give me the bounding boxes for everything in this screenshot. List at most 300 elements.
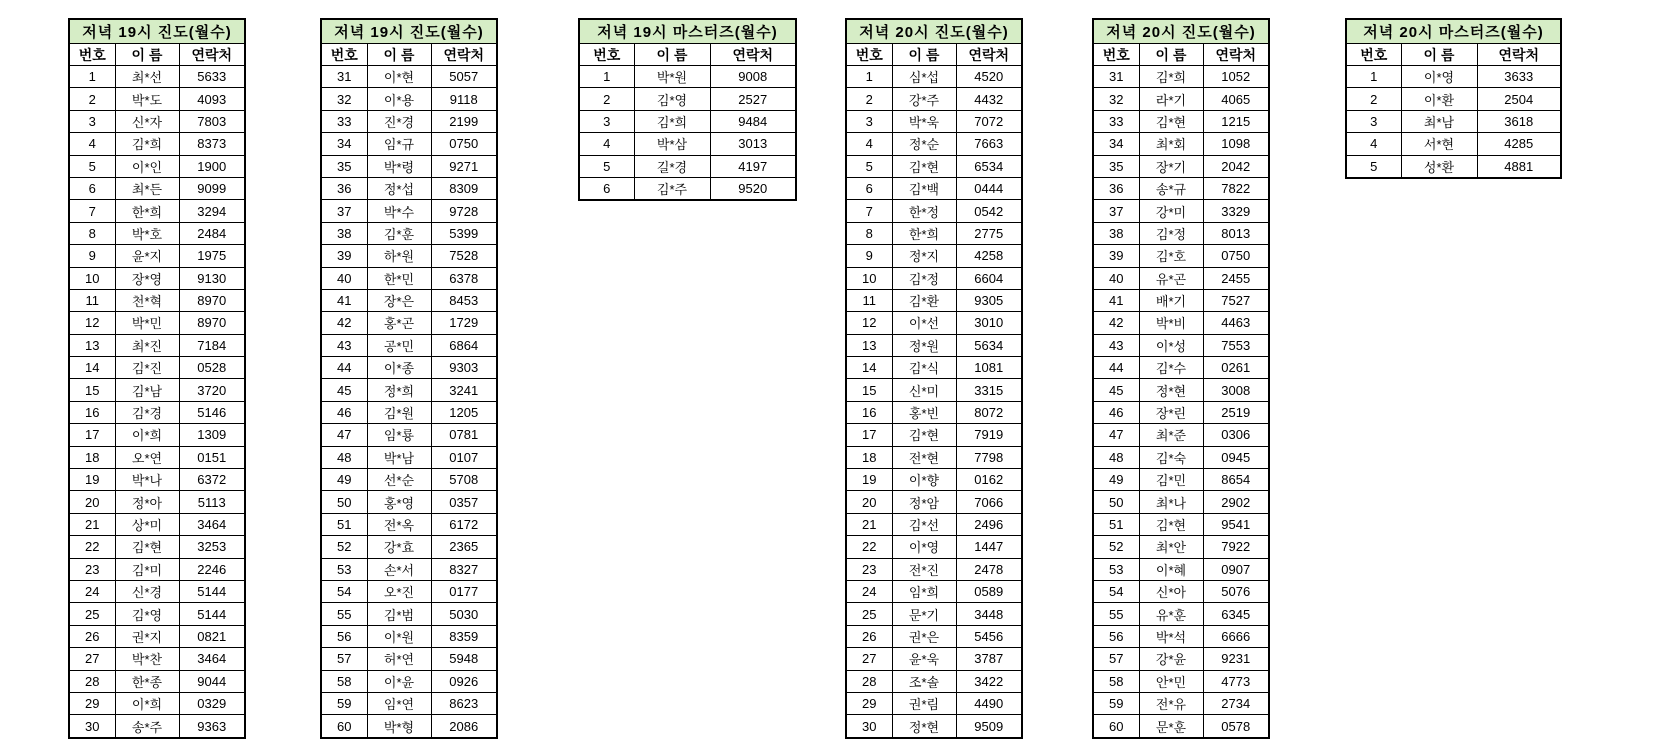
name-cell: 장*린 <box>1139 401 1203 423</box>
row-number-cell: 5 <box>69 155 115 177</box>
contact-cell: 7184 <box>179 334 245 356</box>
table-row <box>321 155 497 177</box>
name-cell: 강*미 <box>1139 200 1203 222</box>
table-row <box>1093 715 1269 738</box>
row-number-cell: 58 <box>321 670 367 692</box>
contact-cell: 0578 <box>1203 715 1269 738</box>
table-row <box>69 177 245 199</box>
contact-cell: 2527 <box>710 88 796 110</box>
contact-cell: 2246 <box>179 558 245 580</box>
table-row <box>1093 491 1269 513</box>
row-number-cell: 53 <box>1093 558 1139 580</box>
table-row <box>846 88 1022 110</box>
contact-cell: 1205 <box>431 401 497 423</box>
contact-cell: 3010 <box>956 312 1022 334</box>
name-cell: 정*현 <box>1139 379 1203 401</box>
contact-cell: 2496 <box>956 513 1022 535</box>
table-row <box>69 267 245 289</box>
contact-cell: 6345 <box>1203 603 1269 625</box>
name-cell: 박*찬 <box>115 648 179 670</box>
row-number-cell: 33 <box>1093 110 1139 132</box>
table-row <box>1346 133 1561 155</box>
row-number-cell: 24 <box>69 580 115 602</box>
contact-cell: 2775 <box>956 222 1022 244</box>
contact-cell: 0926 <box>431 670 497 692</box>
table-row <box>69 491 245 513</box>
contact-cell: 0151 <box>179 446 245 468</box>
name-cell: 이*용 <box>367 88 431 110</box>
contact-cell: 5948 <box>431 648 497 670</box>
row-number-cell: 10 <box>69 267 115 289</box>
name-cell: 김*남 <box>115 379 179 401</box>
table-row <box>69 513 245 535</box>
row-number-cell: 22 <box>846 536 892 558</box>
name-cell: 이*희 <box>115 424 179 446</box>
contact-cell: 0528 <box>179 357 245 379</box>
contact-cell: 5399 <box>431 222 497 244</box>
row-number-cell: 40 <box>1093 267 1139 289</box>
table-row <box>69 446 245 468</box>
row-number-cell: 37 <box>1093 200 1139 222</box>
row-number-cell: 27 <box>69 648 115 670</box>
row-number-cell: 16 <box>846 401 892 423</box>
table-row <box>1093 513 1269 535</box>
row-number-cell: 43 <box>321 334 367 356</box>
table-title: 저녁 19시 마스터즈(월수) <box>579 19 796 44</box>
name-cell: 공*민 <box>367 334 431 356</box>
col-header-contact: 연락처 <box>956 44 1022 66</box>
row-number-cell: 18 <box>846 446 892 468</box>
contact-cell: 0821 <box>179 625 245 647</box>
table-row <box>846 446 1022 468</box>
roster-table <box>320 18 498 739</box>
contact-cell: 0907 <box>1203 558 1269 580</box>
name-cell: 김*민 <box>1139 469 1203 491</box>
contact-cell: 2504 <box>1477 88 1561 110</box>
row-number-cell: 38 <box>321 222 367 244</box>
table-row <box>846 580 1022 602</box>
contact-cell: 1052 <box>1203 66 1269 88</box>
contact-cell: 5633 <box>179 66 245 88</box>
table-row <box>69 469 245 491</box>
row-number-cell: 19 <box>846 469 892 491</box>
row-number-cell: 50 <box>321 491 367 513</box>
contact-cell: 1215 <box>1203 110 1269 132</box>
table-row <box>69 312 245 334</box>
row-number-cell: 11 <box>846 289 892 311</box>
name-cell: 박*남 <box>367 446 431 468</box>
contact-cell: 0444 <box>956 177 1022 199</box>
table-row <box>69 670 245 692</box>
name-cell: 이*원 <box>367 625 431 647</box>
contact-cell: 7798 <box>956 446 1022 468</box>
name-cell: 안*민 <box>1139 670 1203 692</box>
name-cell: 정*암 <box>892 491 956 513</box>
table-row <box>846 603 1022 625</box>
table-row <box>846 245 1022 267</box>
table-row <box>1093 88 1269 110</box>
name-cell: 정*현 <box>892 715 956 738</box>
contact-cell: 9303 <box>431 357 497 379</box>
contact-cell: 0329 <box>179 692 245 714</box>
row-number-cell: 48 <box>1093 446 1139 468</box>
row-number-cell: 51 <box>1093 513 1139 535</box>
contact-cell: 3464 <box>179 513 245 535</box>
name-cell: 박*원 <box>634 66 710 88</box>
name-cell: 허*연 <box>367 648 431 670</box>
row-number-cell: 5 <box>579 155 634 177</box>
table-row <box>846 357 1022 379</box>
contact-cell: 2519 <box>1203 401 1269 423</box>
roster-table <box>1345 18 1562 179</box>
name-cell: 권*지 <box>115 625 179 647</box>
contact-cell: 5456 <box>956 625 1022 647</box>
table-row <box>321 200 497 222</box>
table-row <box>1346 66 1561 88</box>
name-cell: 김*환 <box>892 289 956 311</box>
row-number-cell: 34 <box>1093 133 1139 155</box>
name-cell: 최*남 <box>1401 110 1477 132</box>
name-cell: 천*혁 <box>115 289 179 311</box>
name-cell: 송*규 <box>1139 177 1203 199</box>
row-number-cell: 36 <box>1093 177 1139 199</box>
row-number-cell: 39 <box>321 245 367 267</box>
name-cell: 강*효 <box>367 536 431 558</box>
table-row <box>1093 603 1269 625</box>
contact-cell: 9231 <box>1203 648 1269 670</box>
contact-cell: 9484 <box>710 110 796 132</box>
name-cell: 이*희 <box>115 692 179 714</box>
row-number-cell: 3 <box>69 110 115 132</box>
table-row <box>1093 334 1269 356</box>
table-title-row <box>1346 19 1561 44</box>
row-number-cell: 21 <box>69 513 115 535</box>
contact-cell: 4520 <box>956 66 1022 88</box>
name-cell: 김*수 <box>1139 357 1203 379</box>
contact-cell: 3422 <box>956 670 1022 692</box>
row-number-cell: 10 <box>846 267 892 289</box>
name-cell: 최*선 <box>115 66 179 88</box>
name-cell: 김*현 <box>1139 513 1203 535</box>
name-cell: 심*섭 <box>892 66 956 88</box>
name-cell: 홍*곤 <box>367 312 431 334</box>
row-number-cell: 49 <box>321 469 367 491</box>
table-row <box>846 491 1022 513</box>
row-number-cell: 18 <box>69 446 115 468</box>
row-number-cell: 1 <box>69 66 115 88</box>
row-number-cell: 21 <box>846 513 892 535</box>
name-cell: 전*옥 <box>367 513 431 535</box>
row-number-cell: 52 <box>1093 536 1139 558</box>
row-number-cell: 4 <box>846 133 892 155</box>
table-row <box>1093 245 1269 267</box>
row-number-cell: 12 <box>846 312 892 334</box>
name-cell: 신*미 <box>892 379 956 401</box>
name-cell: 박*수 <box>367 200 431 222</box>
contact-cell: 7527 <box>1203 289 1269 311</box>
contact-cell: 8327 <box>431 558 497 580</box>
table-row <box>846 110 1022 132</box>
contact-cell: 3633 <box>1477 66 1561 88</box>
contact-cell: 2042 <box>1203 155 1269 177</box>
table-row <box>69 133 245 155</box>
col-header-number: 번호 <box>846 44 892 66</box>
table-row <box>69 222 245 244</box>
contact-cell: 6372 <box>179 469 245 491</box>
row-number-cell: 22 <box>69 536 115 558</box>
contact-cell: 9520 <box>710 177 796 200</box>
name-cell: 홍*빈 <box>892 401 956 423</box>
name-cell: 최*안 <box>1139 536 1203 558</box>
row-number-cell: 40 <box>321 267 367 289</box>
contact-cell: 8453 <box>431 289 497 311</box>
row-number-cell: 6 <box>69 177 115 199</box>
contact-cell: 4773 <box>1203 670 1269 692</box>
contact-cell: 5708 <box>431 469 497 491</box>
row-number-cell: 4 <box>69 133 115 155</box>
row-number-cell: 15 <box>846 379 892 401</box>
contact-cell: 4258 <box>956 245 1022 267</box>
col-header-contact: 연락처 <box>431 44 497 66</box>
contact-cell: 0781 <box>431 424 497 446</box>
table-row <box>846 558 1022 580</box>
table-row <box>321 177 497 199</box>
contact-cell: 7553 <box>1203 334 1269 356</box>
name-cell: 김*희 <box>115 133 179 155</box>
name-cell: 박*호 <box>115 222 179 244</box>
table-row <box>1093 289 1269 311</box>
name-cell: 한*희 <box>892 222 956 244</box>
name-cell: 김*희 <box>634 110 710 132</box>
contact-cell: 9130 <box>179 267 245 289</box>
table-row <box>321 424 497 446</box>
row-number-cell: 7 <box>69 200 115 222</box>
name-cell: 임*연 <box>367 692 431 714</box>
name-cell: 홍*영 <box>367 491 431 513</box>
row-number-cell: 55 <box>321 603 367 625</box>
contact-cell: 5076 <box>1203 580 1269 602</box>
row-number-cell: 25 <box>69 603 115 625</box>
table-row <box>69 379 245 401</box>
table-title: 저녁 19시 진도(월수) <box>321 19 497 44</box>
name-cell: 장*은 <box>367 289 431 311</box>
contact-cell: 8359 <box>431 625 497 647</box>
row-number-cell: 16 <box>69 401 115 423</box>
row-number-cell: 58 <box>1093 670 1139 692</box>
table-row <box>579 110 796 132</box>
contact-cell: 7663 <box>956 133 1022 155</box>
contact-cell: 4881 <box>1477 155 1561 178</box>
name-cell: 전*진 <box>892 558 956 580</box>
table-header-row <box>1346 44 1561 66</box>
name-cell: 강*주 <box>892 88 956 110</box>
table-row <box>1093 357 1269 379</box>
row-number-cell: 31 <box>321 66 367 88</box>
table-row <box>69 289 245 311</box>
table-row <box>846 513 1022 535</box>
table-header-row <box>1093 44 1269 66</box>
table-row <box>321 312 497 334</box>
row-number-cell: 59 <box>1093 692 1139 714</box>
name-cell: 서*현 <box>1401 133 1477 155</box>
name-cell: 김*훈 <box>367 222 431 244</box>
name-cell: 박*나 <box>115 469 179 491</box>
row-number-cell: 57 <box>321 648 367 670</box>
name-cell: 정*원 <box>892 334 956 356</box>
table-row <box>69 155 245 177</box>
table-row <box>321 66 497 88</box>
row-number-cell: 17 <box>846 424 892 446</box>
row-number-cell: 27 <box>846 648 892 670</box>
table-title: 저녁 20시 마스터즈(월수) <box>1346 19 1561 44</box>
name-cell: 신*아 <box>1139 580 1203 602</box>
name-cell: 김*숙 <box>1139 446 1203 468</box>
row-number-cell: 51 <box>321 513 367 535</box>
col-header-number: 번호 <box>321 44 367 66</box>
row-number-cell: 35 <box>1093 155 1139 177</box>
col-header-name: 이 름 <box>367 44 431 66</box>
row-number-cell: 45 <box>1093 379 1139 401</box>
contact-cell: 2902 <box>1203 491 1269 513</box>
contact-cell: 3618 <box>1477 110 1561 132</box>
row-number-cell: 2 <box>846 88 892 110</box>
col-header-contact: 연락처 <box>179 44 245 66</box>
row-number-cell: 3 <box>846 110 892 132</box>
row-number-cell: 9 <box>846 245 892 267</box>
name-cell: 성*환 <box>1401 155 1477 178</box>
row-number-cell: 33 <box>321 110 367 132</box>
contact-cell: 0945 <box>1203 446 1269 468</box>
row-number-cell: 29 <box>69 692 115 714</box>
name-cell: 김*주 <box>634 177 710 200</box>
name-cell: 신*자 <box>115 110 179 132</box>
contact-cell: 0750 <box>431 133 497 155</box>
contact-cell: 0261 <box>1203 357 1269 379</box>
name-cell: 길*경 <box>634 155 710 177</box>
table-row <box>1093 670 1269 692</box>
row-number-cell: 23 <box>69 558 115 580</box>
table-row <box>321 222 497 244</box>
row-number-cell: 15 <box>69 379 115 401</box>
table-row <box>321 625 497 647</box>
table-row <box>579 88 796 110</box>
table-row <box>321 603 497 625</box>
contact-cell: 4197 <box>710 155 796 177</box>
row-number-cell: 47 <box>321 424 367 446</box>
contact-cell: 1729 <box>431 312 497 334</box>
contact-cell: 6864 <box>431 334 497 356</box>
table-row <box>321 692 497 714</box>
row-number-cell: 6 <box>579 177 634 200</box>
table-row <box>321 670 497 692</box>
row-number-cell: 4 <box>1346 133 1401 155</box>
table-row <box>846 424 1022 446</box>
table-row <box>1093 312 1269 334</box>
contact-cell: 5144 <box>179 603 245 625</box>
table-row <box>1093 401 1269 423</box>
row-number-cell: 46 <box>1093 401 1139 423</box>
row-number-cell: 52 <box>321 536 367 558</box>
contact-cell: 9541 <box>1203 513 1269 535</box>
name-cell: 김*백 <box>892 177 956 199</box>
col-header-name: 이 름 <box>115 44 179 66</box>
col-header-name: 이 름 <box>892 44 956 66</box>
name-cell: 송*주 <box>115 715 179 738</box>
row-number-cell: 32 <box>321 88 367 110</box>
row-number-cell: 14 <box>69 357 115 379</box>
name-cell: 김*영 <box>634 88 710 110</box>
name-cell: 강*윤 <box>1139 648 1203 670</box>
table-row <box>579 66 796 88</box>
contact-cell: 7803 <box>179 110 245 132</box>
row-number-cell: 46 <box>321 401 367 423</box>
table-row <box>1093 424 1269 446</box>
contact-cell: 6604 <box>956 267 1022 289</box>
table-row <box>846 625 1022 647</box>
table-title-row <box>1093 19 1269 44</box>
row-number-cell: 45 <box>321 379 367 401</box>
name-cell: 김*선 <box>892 513 956 535</box>
name-cell: 정*희 <box>367 379 431 401</box>
row-number-cell: 43 <box>1093 334 1139 356</box>
name-cell: 김*정 <box>892 267 956 289</box>
table-title: 저녁 20시 진도(월수) <box>1093 19 1269 44</box>
name-cell: 박*민 <box>115 312 179 334</box>
roster-table <box>578 18 797 201</box>
table-row <box>69 110 245 132</box>
table-row <box>69 88 245 110</box>
contact-cell: 4432 <box>956 88 1022 110</box>
row-number-cell: 1 <box>846 66 892 88</box>
name-cell: 윤*욱 <box>892 648 956 670</box>
contact-cell: 6666 <box>1203 625 1269 647</box>
contact-cell: 5634 <box>956 334 1022 356</box>
row-number-cell: 39 <box>1093 245 1139 267</box>
contact-cell: 7822 <box>1203 177 1269 199</box>
table-row <box>321 580 497 602</box>
table-row <box>321 536 497 558</box>
contact-cell: 6534 <box>956 155 1022 177</box>
table-row <box>321 133 497 155</box>
row-number-cell: 26 <box>69 625 115 647</box>
row-number-cell: 5 <box>1346 155 1401 178</box>
table-row <box>69 715 245 738</box>
table-row <box>846 66 1022 88</box>
table-row <box>846 155 1022 177</box>
name-cell: 박*도 <box>115 88 179 110</box>
name-cell: 임*희 <box>892 580 956 602</box>
name-cell: 김*현 <box>892 424 956 446</box>
contact-cell: 0306 <box>1203 424 1269 446</box>
table-row <box>69 334 245 356</box>
name-cell: 문*훈 <box>1139 715 1203 738</box>
table-row <box>69 200 245 222</box>
name-cell: 정*아 <box>115 491 179 513</box>
contact-cell: 2365 <box>431 536 497 558</box>
table-row <box>69 692 245 714</box>
table-row <box>69 66 245 88</box>
table-row <box>846 692 1022 714</box>
row-number-cell: 54 <box>321 580 367 602</box>
table-row <box>1093 133 1269 155</box>
name-cell: 오*연 <box>115 446 179 468</box>
contact-cell: 5113 <box>179 491 245 513</box>
col-header-number: 번호 <box>69 44 115 66</box>
row-number-cell: 60 <box>321 715 367 738</box>
name-cell: 신*경 <box>115 580 179 602</box>
table-row <box>846 289 1022 311</box>
row-number-cell: 8 <box>69 222 115 244</box>
